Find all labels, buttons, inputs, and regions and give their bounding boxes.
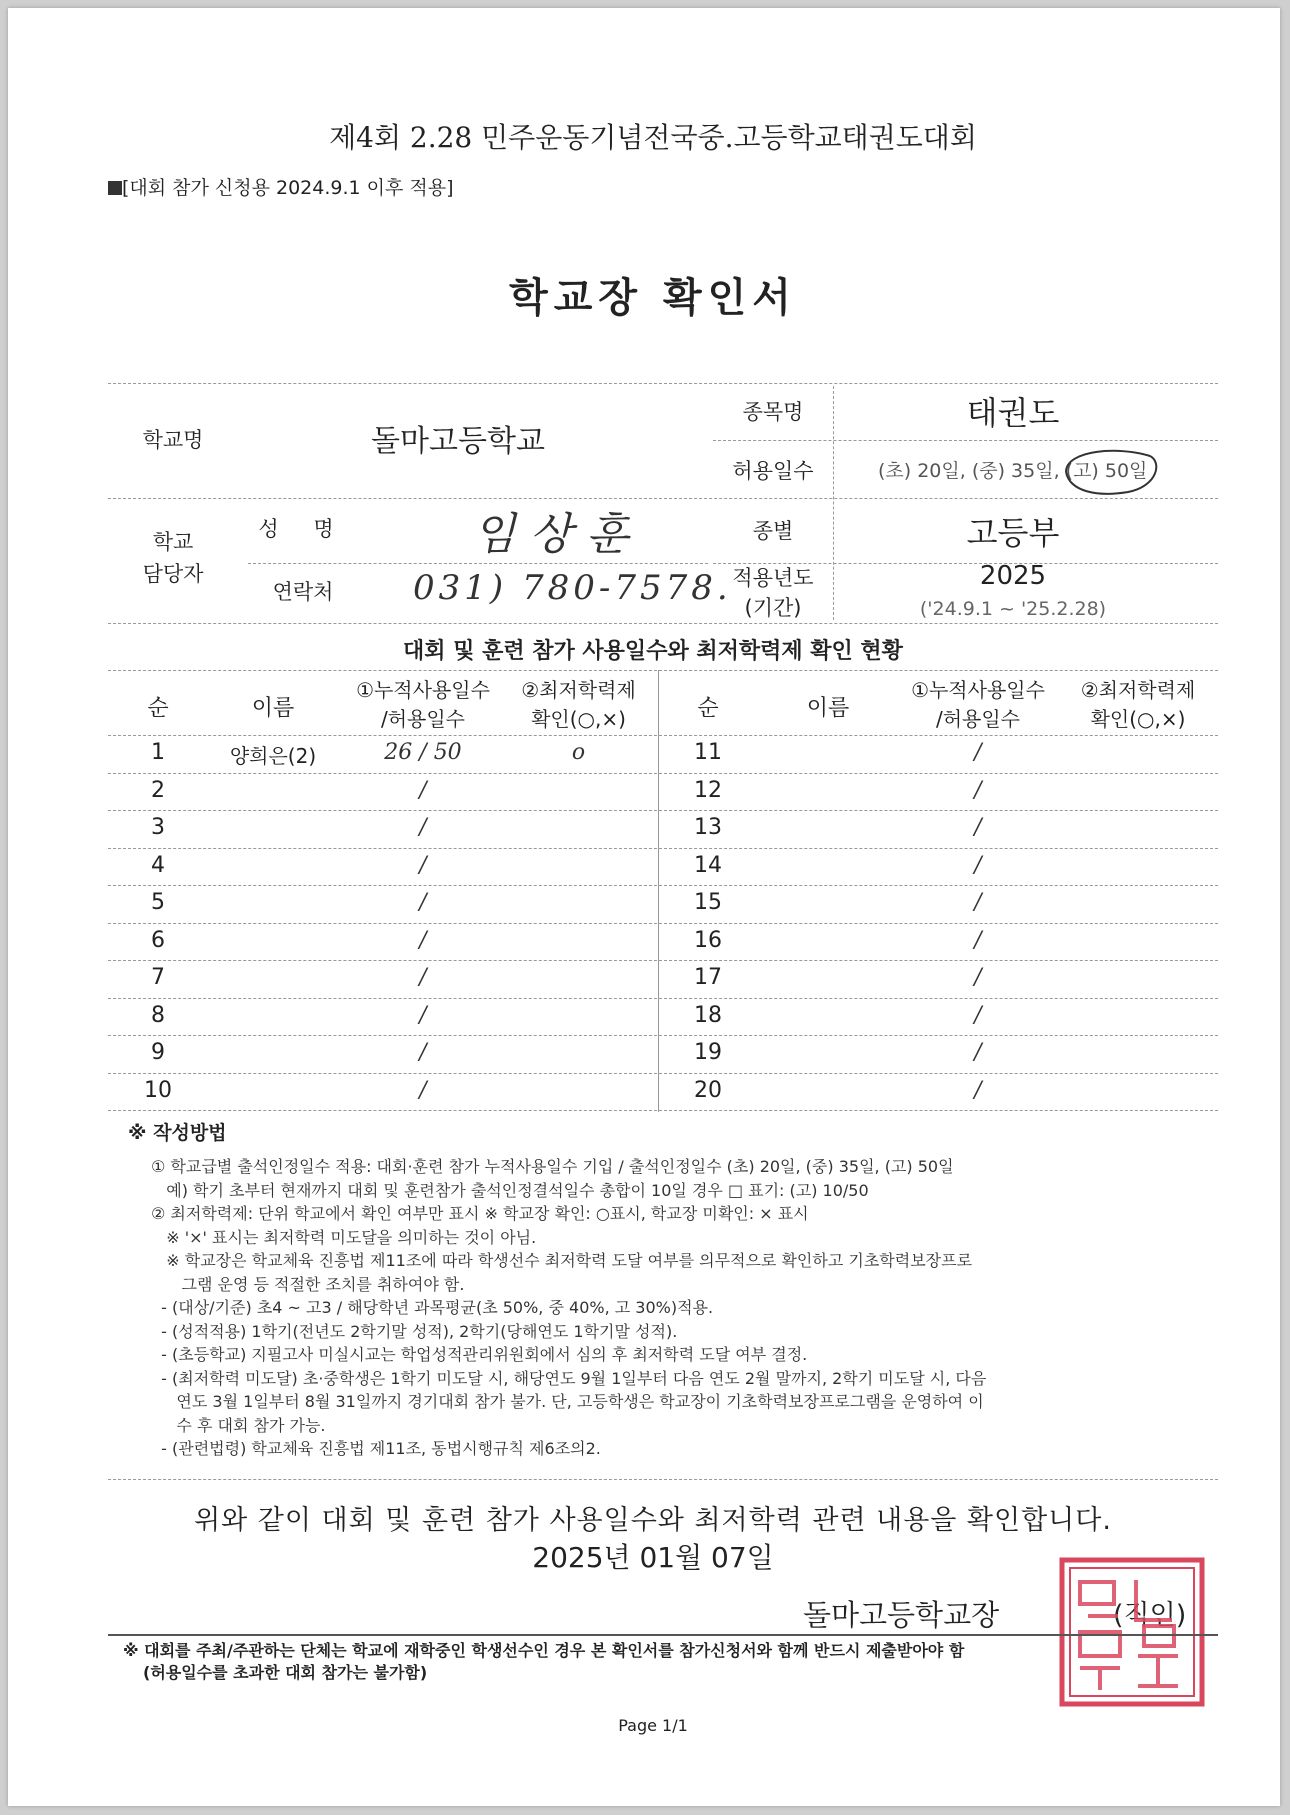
row-days: / [974, 965, 982, 990]
row-days: / [419, 965, 427, 990]
division-value: 고등부 [966, 514, 1060, 552]
row-no: 11 [694, 740, 722, 765]
allowed-days-label: 허용일수 [732, 459, 814, 483]
instruction-line: 예) 학기 초부터 현재까지 대회 및 훈련참가 출석인정결석일수 총합이 10일 경우 □ 표기: (고) 10/50 [151, 1180, 869, 1200]
row-academic: o [571, 740, 586, 765]
col-days-right: ①누적사용일수 /허용일수 [911, 678, 1045, 731]
row-no: 19 [694, 1040, 722, 1065]
instruction-line: - (최저학력 미도달) 초·중학생은 1학기 미도달 시, 해당연도 9월 1일부터 다음 연도 2월 말까지, 2학기 미도달 시, 다음 [151, 1368, 987, 1388]
row-divider [108, 848, 1218, 849]
document-title: 학교장 확인서 [509, 275, 797, 321]
row-no: 9 [151, 1040, 165, 1065]
col-academic-right: ②최저학력제 확인(○,×) [1080, 678, 1196, 731]
row-no: 14 [694, 853, 722, 878]
row-days: 26 / 50 [384, 740, 462, 765]
row-no: 5 [151, 890, 165, 915]
name-label: 성 명 [258, 517, 348, 541]
form-note: [대회 참가 신청용 2024.9.1 이후 적용] [108, 173, 454, 200]
row-divider [108, 923, 1218, 924]
instruction-line: - (성적적용) 1학기(전년도 2학기말 성적), 2학기(당해연도 1학기말 성적). [151, 1321, 678, 1341]
row-days: / [419, 1003, 427, 1028]
row-days: / [419, 890, 427, 915]
row-days: / [419, 778, 427, 803]
row-no: 12 [694, 778, 722, 803]
col-no-right: 순 [697, 696, 719, 721]
square-bullet-icon [108, 181, 122, 195]
row-no: 18 [694, 1003, 722, 1028]
instruction-line: 수 후 대회 참가 가능. [151, 1415, 326, 1435]
row-days: / [419, 853, 427, 878]
row-no: 1 [151, 740, 165, 765]
row-days: / [419, 1040, 427, 1065]
school-name-label: 학교명 [142, 428, 204, 452]
reference-mark-icon: ※ [123, 1641, 139, 1660]
principal-signature-line: 돌마고등학교장 [803, 1598, 1000, 1632]
row-days: / [974, 1078, 982, 1103]
allowed-days-value: (초) 20일, (중) 35일, (고) 50일 [878, 460, 1148, 482]
document-page [8, 8, 1280, 1806]
row-no: 20 [694, 1078, 722, 1103]
row-name: 양희은(2) [229, 744, 317, 768]
row-no: 4 [151, 853, 165, 878]
school-seal-stamp [1058, 1556, 1206, 1708]
instruction-line: ※ 학교장은 학교체육 진흥법 제11조에 따라 학생선수 최저학력 도달 여부를 의무적으로 확인하고 기초학력보장프로 [151, 1251, 973, 1270]
row-divider [108, 1110, 1218, 1111]
row-days: / [974, 1003, 982, 1028]
row-divider [108, 773, 1218, 774]
instruction-line: - (초등학교) 지필고사 미실시교는 학업성적관리위원회에서 심의 후 최저학력 도달 여부 결정. [151, 1345, 808, 1364]
col-academic-left: ②최저학력제 확인(○,×) [521, 678, 636, 731]
confirmation-date: 2025년 01월 07일 [532, 1541, 774, 1574]
applicable-year-value: 2025 [979, 561, 1047, 591]
row-no: 2 [151, 778, 165, 803]
contact-label: 연락처 [272, 580, 334, 604]
row-divider [108, 960, 1218, 961]
instruction-line: 그램 운영 등 적절한 조치를 취하여야 함. [151, 1274, 465, 1294]
instruction-line: ※ '×' 표시는 최저학력 미도달을 의미하는 것이 아님. [151, 1227, 537, 1247]
confirmation-statement: 위와 같이 대회 및 훈련 참가 사용일수와 최저학력 관련 내용을 확인합니다. [194, 1505, 1112, 1536]
row-no: 10 [144, 1078, 172, 1103]
row-no: 7 [151, 965, 165, 990]
col-name-left: 이름 [251, 696, 295, 721]
event-title: 제4회 2.28 민주운동기념전국중.고등학교태권도대회 [329, 121, 977, 154]
col-no-left: 순 [147, 696, 169, 721]
col-name-right: 이름 [806, 696, 850, 721]
instruction-line: ① 학교급별 출석인정일수 적용: 대회·훈련 참가 누적사용일수 기입 / 출석인정일수 (초) 20일, (중) 35일, (고) 50일 [151, 1157, 954, 1176]
row-days: / [974, 928, 982, 953]
row-days: / [974, 778, 982, 803]
instructions-list [151, 1155, 986, 1461]
row-no: 13 [694, 815, 722, 840]
row-days: / [974, 890, 982, 915]
row-no: 16 [694, 928, 722, 953]
row-days: / [419, 1078, 427, 1103]
row-days: / [419, 928, 427, 953]
row-no: 15 [694, 890, 722, 915]
school-manager-label: 학교 담당자 [142, 530, 204, 586]
page-number: Page 1/1 [618, 1716, 688, 1735]
row-days: / [974, 740, 982, 765]
row-no: 3 [151, 815, 165, 840]
row-divider [108, 1035, 1218, 1036]
row-divider [108, 810, 1218, 811]
row-days: / [419, 815, 427, 840]
row-no: 17 [694, 965, 722, 990]
row-days: / [974, 815, 982, 840]
sport-label: 종목명 [742, 400, 804, 424]
instruction-line: ② 최저학력제: 단위 학교에서 확인 여부만 표시 ※ 학교장 확인: ○표시, 학교장 미확인: × 표시 [151, 1204, 809, 1223]
reference-mark-icon: ※ [128, 1122, 147, 1144]
seal-label: (직인) [1113, 1600, 1187, 1631]
submission-footnote: ※ 대회를 주최/주관하는 단체는 학교에 재학중인 학생선수인 경우 본 확인서를 참가신청서와 함께 반드시 제출받아야 함 (허용일수를 초과한 대회 참가는 불가함) [123, 1641, 965, 1682]
row-divider [108, 885, 1218, 886]
row-divider [108, 1073, 1218, 1074]
row-days: / [974, 1040, 982, 1065]
instruction-line: 연도 3월 1일부터 8월 31일까지 경기대회 참가 불가. 단, 고등학생은 학교장이 기초학력보장프로그램을 운영하여 이 [151, 1392, 984, 1411]
status-table-title: 대회 및 훈련 참가 사용일수와 최저학력제 확인 현황 [403, 639, 903, 664]
applicable-period: ('24.9.1 ~ '25.2.28) [919, 598, 1107, 620]
handwritten-circle-mark [1058, 440, 1163, 500]
instruction-line: - (대상/기준) 초4 ~ 고3 / 해당학년 과목평균(초 50%, 중 40%, 고 30%)적용. [151, 1298, 714, 1317]
school-name-value: 돌마고등학교 [371, 424, 545, 459]
handwritten-contact: 031) 780-7578. [413, 568, 732, 608]
row-no: 6 [151, 928, 165, 953]
row-divider [108, 998, 1218, 999]
applicable-year-label: 적용년도 (기간) [732, 566, 814, 620]
row-days: / [974, 853, 982, 878]
instructions-heading: ※ 작성방법 [128, 1122, 227, 1144]
handwritten-name: 임 상 훈 [473, 509, 629, 560]
instruction-line: - (관련법령) 학교체육 진흥법 제11조, 동법시행규칙 제6조의2. [151, 1439, 601, 1458]
sport-value: 태권도 [966, 394, 1060, 432]
row-no: 8 [151, 1003, 165, 1028]
col-days-left: ①누적사용일수 /허용일수 [356, 678, 490, 731]
division-label: 종별 [752, 519, 794, 543]
